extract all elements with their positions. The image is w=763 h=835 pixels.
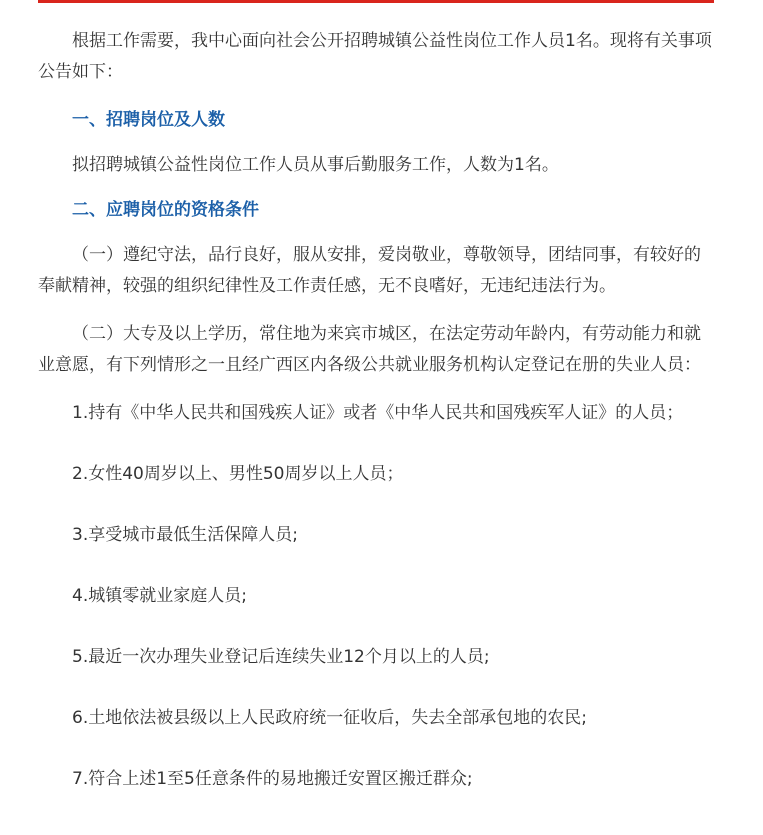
- list-item: 1.持有《中华人民共和国残疾人证》或者《中华人民共和国残疾军人证》的人员；: [72, 403, 684, 423]
- qualification-condition-2: （二）大专及以上学历，常住地为来宾市城区，在法定劳动年龄内，有劳动能力和就业意愿，有下列情形之一且经广西区内各级公共就业服务机构认定登记在册的失业人员：: [38, 324, 701, 375]
- list-item: 4.城镇零就业家庭人员;: [72, 586, 247, 606]
- section-heading-positions: 一、招聘岗位及人数: [72, 110, 225, 130]
- list-item: 3.享受城市最低生活保障人员;: [72, 525, 298, 545]
- qualification-condition-1: （一）遵纪守法，品行良好，服从安排，爱岗敬业，尊敬领导，团结同事，有较好的奉献精神，较强的组织纪律性及工作责任感，无不良嗜好，无违纪违法行为。: [38, 245, 701, 296]
- list-item: 2.女性40周岁以上、男性50周岁以上人员；: [72, 464, 404, 484]
- list-item: 6.土地依法被县级以上人民政府统一征收后，失去全部承包地的农民;: [72, 708, 587, 728]
- list-item: 7.符合上述1至5任意条件的易地搬迁安置区搬迁群众;: [72, 769, 473, 789]
- section-heading-qualifications: 二、应聘岗位的资格条件: [72, 200, 259, 220]
- top-accent-rule: [38, 0, 714, 3]
- announcement-article: [38, 26, 714, 795]
- intro-paragraph: 根据工作需要，我中心面向社会公开招聘城镇公益性岗位工作人员1名。现将有关事项公告如下：: [38, 31, 712, 82]
- positions-paragraph: 拟招聘城镇公益性岗位工作人员从事后勤服务工作，人数为1名。: [72, 155, 559, 175]
- list-item: 5.最近一次办理失业登记后连续失业12个月以上的人员;: [72, 647, 490, 667]
